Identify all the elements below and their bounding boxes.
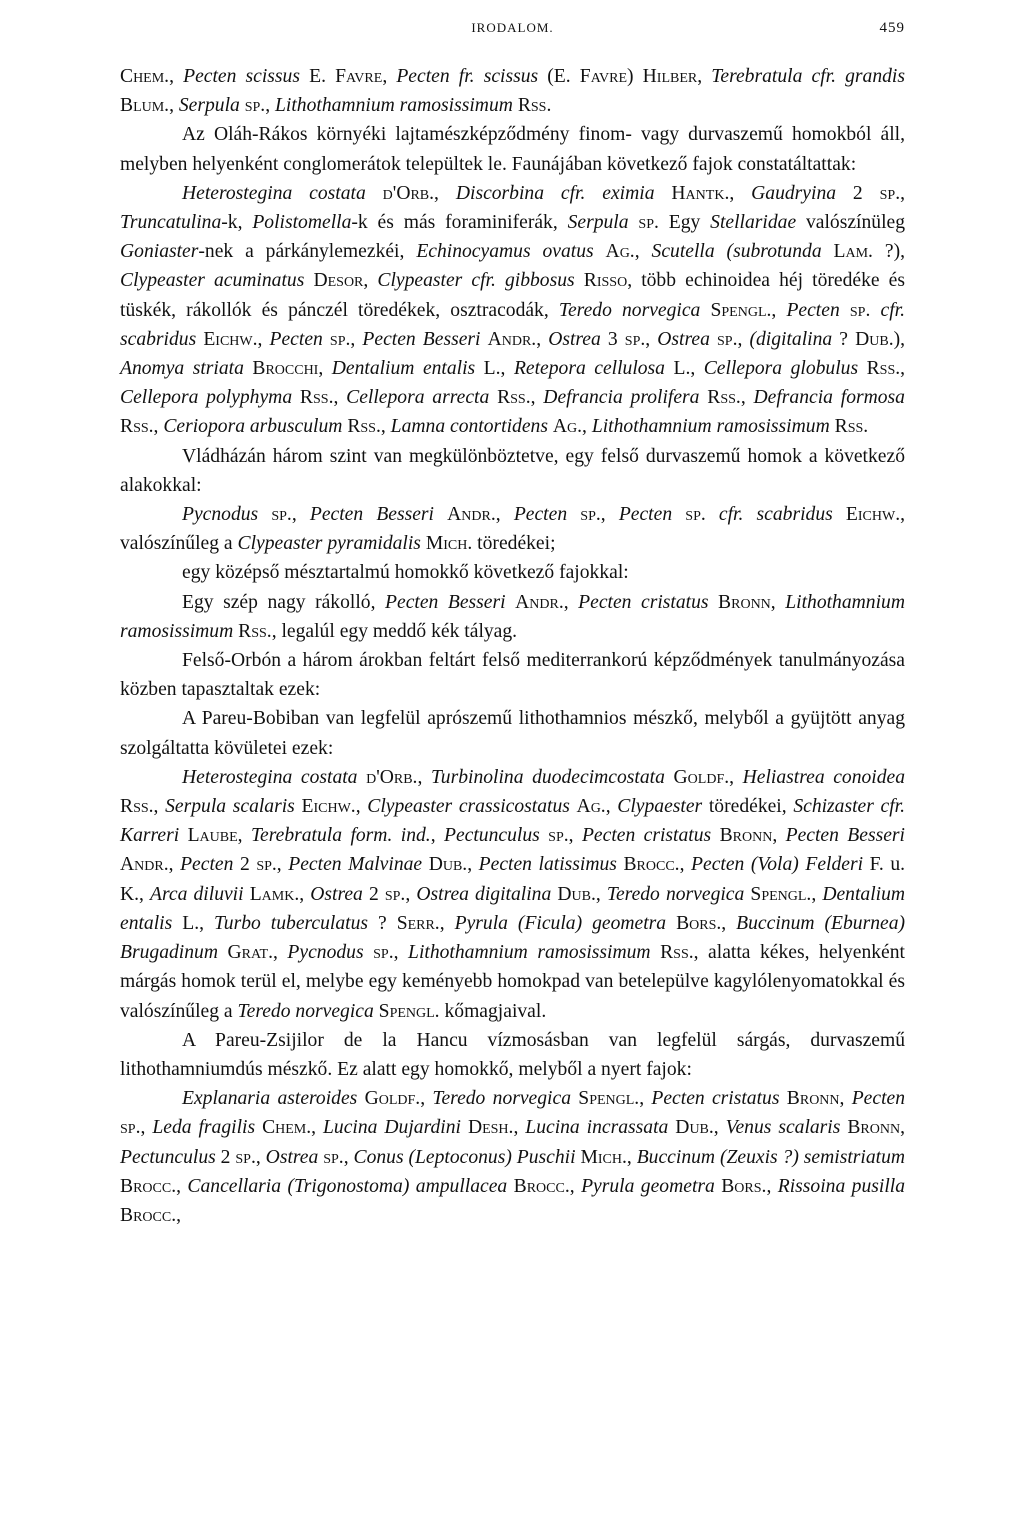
body-text	[120, 62, 905, 1230]
paragraph: Egy szép nagy rákolló, Pecten Besseri Andr., Pecten cristatus Bronn, Lithothamnium ramosissimum Rss., legalúl egy meddő kék tályag.	[120, 591, 905, 642]
paragraph: Az Oláh-Rákos környéki lajtamészképződmény finom- vagy durvaszemű homokból áll, melyben helyenként conglomerátok települtek le. Faunájában következő fajok constatáltattak:	[120, 124, 905, 175]
paragraph: Heterostegina costata d'Orb., Turbinolina duodecimcostata Goldf., Heliastrea conoidea Rss., Serpula scalaris Eichw., Clypeaster crassicostatus Ag., Clypaester töredékei, Schizaster cfr. Karreri Laube, Terebratula form. ind., Pectunculus sp., Pecten cristatus Bronn, Pecten Besseri Andr., Pecten 2 sp., Pecten Malvinae Dub., Pecten latissimus Brocc., Pecten (Vola) Felderi F. u. K., Arca diluvii Lamk., Ostrea 2 sp., Ostrea digitalina Dub., Teredo norvegica Spengl., Dentalium entalis L., Turbo tuberculatus ? Serr., Pyrula (Ficula) geometra Bors., Buccinum (Eburnea) Brugadinum Grat., Pycnodus sp., Lithothamnium ramosissimum Rss., alatta kékes, helyenként márgás homok terül el, melybe egy keményebb homokpad van betelepülve kagylólenyomatokkal és valószínűleg a Teredo norvegica Spengl. kőmagjaival.	[120, 766, 906, 1022]
paragraph: Felső-Orbón a három árokban feltárt felső mediterrankorú képződmények tanulmányozása közben tapasztaltak ezek:	[120, 650, 905, 701]
page-number: 459	[879, 20, 905, 36]
paragraph: Vládházán három szint van megkülönböztetve, egy felső durvaszemű homok a következő alakokkal:	[120, 445, 905, 496]
paragraph: A Pareu-Bobiban van legfelül aprószemű lithothamnios mészkő, melyből a gyüjtött anyag szolgáltatta kövületei ezek:	[120, 708, 905, 759]
paragraph: Explanaria asteroides Goldf., Teredo norvegica Spengl., Pecten cristatus Bronn, Pecten sp., Leda fragilis Chem., Lucina Dujardini Desh., Lucina incrassata Dub., Venus scalaris Bronn, Pectunculus 2 sp., Ostrea sp., Conus (Leptoconus) Puschii Mich., Buccinum (Zeuxis ?) semistriatum Brocc., Cancellaria (Trigonostoma) ampullacea Brocc., Pyrula geometra Bors., Rissoina pusilla Brocc.,	[120, 1088, 906, 1226]
paragraph: Pycnodus sp., Pecten Besseri Andr., Pecten sp., Pecten sp. cfr. scabridus Eichw., valószínűleg a Clypeaster pyramidalis Mich. töredékei;	[120, 504, 906, 555]
paragraph: Heterostegina costata d'Orb., Discorbina cfr. eximia Hantk., Gaudryina 2 sp., Truncatulina-k, Polistomella-k és más foraminiferák, Serpula sp. Egy Stellaridae valószínüleg Goniaster-nek a párkánylemezkéi, Echinocyamus ovatus Ag., Scutella (subrotunda Lam. ?), Clypeaster acuminatus Desor, Clypeaster cfr. gibbosus Risso, több echinoidea héj töredéke és tüskék, rákollók és pánczél töredékek, osztracodák, Teredo norvegica Spengl., Pecten sp. cfr. scabridus Eichw., Pecten sp., Pecten Besseri Andr., Ostrea 3 sp., Ostrea sp., (digitalina ? Dub.), Anomya striata Brocchi, Dentalium entalis L., Retepora cellulosa L., Cellepora globulus Rss., Cellepora polyphyma Rss., Cellepora arrecta Rss., Defrancia prolifera Rss., Defrancia formosa Rss., Ceriopora arbusculum Rss., Lamna contortidens Ag., Lithothamnium ramosissimum Rss.	[120, 182, 906, 438]
paragraph: A Pareu-Zsijilor de la Hancu vízmosásban van legfelül sárgás, durvaszemű lithothamniumdús mészkő. Ez alatt egy homokkő, melyből a nyert fajok:	[120, 1029, 905, 1080]
paragraph: Chem., Pecten scissus E. Favre, Pecten fr. scissus (E. Favre) Hilber, Terebratula cfr. grandis Blum., Serpula sp., Lithothamnium ramosissimum Rss.	[120, 66, 905, 117]
paragraph: egy középső mésztartalmú homokkő következő fajokkal:	[182, 562, 629, 584]
running-header	[120, 20, 905, 44]
header-title: IRODALOM.	[471, 20, 554, 35]
